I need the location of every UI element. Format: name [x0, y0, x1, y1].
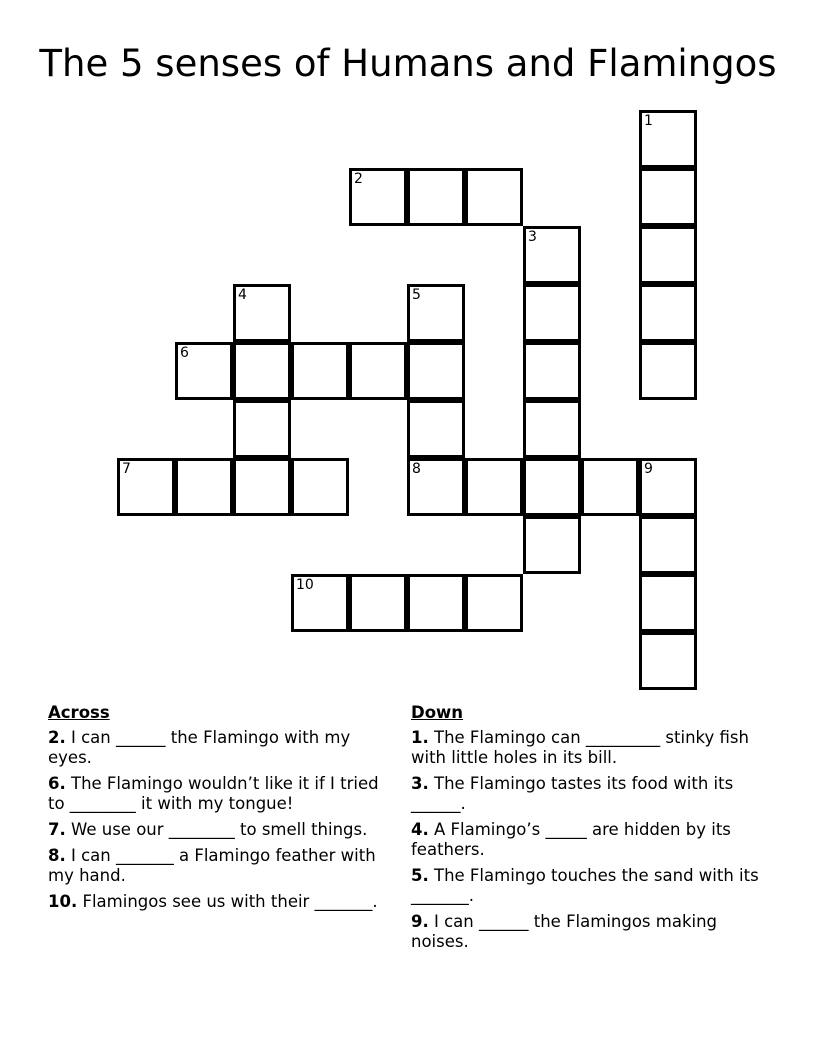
grid-cell[interactable] [349, 574, 407, 632]
grid-cell[interactable] [407, 458, 465, 516]
clue-text: I can _______ a Flamingo feather with my hand. [48, 846, 376, 885]
grid-cell[interactable] [639, 342, 697, 400]
grid-cell[interactable] [639, 168, 697, 226]
grid-cell[interactable] [465, 168, 523, 226]
clue-number: 4. [411, 820, 429, 839]
across-clues [48, 703, 398, 918]
across-clue-2 [48, 728, 398, 768]
grid-cell[interactable] [117, 458, 175, 516]
grid-cell[interactable] [407, 574, 465, 632]
cell-number: 1 [644, 113, 653, 129]
across-heading: Across [48, 703, 110, 722]
grid-cell[interactable] [407, 400, 465, 458]
grid-cell[interactable] [407, 342, 465, 400]
cell-number: 4 [238, 287, 247, 303]
clue-number: 10. [48, 892, 78, 911]
clue-number: 2. [48, 728, 66, 747]
cell-number: 10 [296, 577, 314, 593]
grid-cell[interactable] [639, 458, 697, 516]
cell-number: 7 [122, 461, 131, 477]
grid-cell[interactable] [407, 284, 465, 342]
down-clue-9 [411, 912, 771, 952]
clue-text: The Flamingo can _________ stinky fish with little holes in its bill. [411, 728, 749, 767]
grid-cell[interactable] [639, 516, 697, 574]
down-clue-5 [411, 866, 771, 906]
grid-cell[interactable] [407, 168, 465, 226]
grid-cell[interactable] [523, 342, 581, 400]
grid-cell[interactable] [349, 342, 407, 400]
across-clue-7 [48, 820, 398, 840]
grid-cell[interactable] [349, 168, 407, 226]
grid-cell[interactable] [175, 458, 233, 516]
grid-cell[interactable] [175, 342, 233, 400]
grid-cell[interactable] [639, 110, 697, 168]
grid-cell[interactable] [523, 284, 581, 342]
grid-cell[interactable] [639, 574, 697, 632]
puzzle-title: The 5 senses of Humans and Flamingos [39, 42, 777, 85]
clue-text: The Flamingo tastes its food with its ______. [411, 774, 734, 813]
clue-number: 7. [48, 820, 66, 839]
clue-text: I can ______ the Flamingo with my eyes. [48, 728, 351, 767]
clue-number: 5. [411, 866, 429, 885]
grid-cell[interactable] [291, 342, 349, 400]
across-clue-10 [48, 892, 398, 912]
grid-cell[interactable] [465, 458, 523, 516]
grid-cell[interactable] [465, 574, 523, 632]
grid-cell[interactable] [233, 458, 291, 516]
grid-cell[interactable] [523, 458, 581, 516]
grid-cell[interactable] [523, 516, 581, 574]
down-clue-4 [411, 820, 771, 860]
clue-text: I can ______ the Flamingos making noises. [411, 912, 718, 951]
down-heading: Down [411, 703, 464, 722]
grid-cell[interactable] [291, 574, 349, 632]
clue-text: A Flamingo’s _____ are hidden by its feathers. [411, 820, 731, 859]
clue-number: 9. [411, 912, 429, 931]
clue-text: We use our ________ to smell things. [71, 820, 368, 839]
cell-number: 5 [412, 287, 421, 303]
down-clue-3 [411, 774, 771, 814]
clue-text: The Flamingo touches the sand with its _______. [411, 866, 759, 905]
grid-cell[interactable] [233, 284, 291, 342]
cell-number: 2 [354, 171, 363, 187]
clue-text: Flamingos see us with their _______. [82, 892, 378, 911]
clue-text: The Flamingo wouldn’t like it if I tried to ________ it with my tongue! [48, 774, 379, 813]
clue-number: 6. [48, 774, 66, 793]
grid-cell[interactable] [291, 458, 349, 516]
cell-number: 6 [180, 345, 189, 361]
grid-cell[interactable] [639, 226, 697, 284]
cell-number: 3 [528, 229, 537, 245]
clue-number: 8. [48, 846, 66, 865]
grid-cell[interactable] [523, 400, 581, 458]
down-clues [411, 703, 771, 958]
cell-number: 9 [644, 461, 653, 477]
grid-cell[interactable] [523, 226, 581, 284]
grid-cell[interactable] [233, 342, 291, 400]
clue-number: 3. [411, 774, 429, 793]
across-clue-6 [48, 774, 398, 814]
grid-cell[interactable] [581, 458, 639, 516]
grid-cell[interactable] [639, 284, 697, 342]
down-clue-1 [411, 728, 771, 768]
cell-number: 8 [412, 461, 421, 477]
grid-cell[interactable] [639, 632, 697, 690]
across-clue-8 [48, 846, 398, 886]
clue-number: 1. [411, 728, 429, 747]
grid-cell[interactable] [233, 400, 291, 458]
